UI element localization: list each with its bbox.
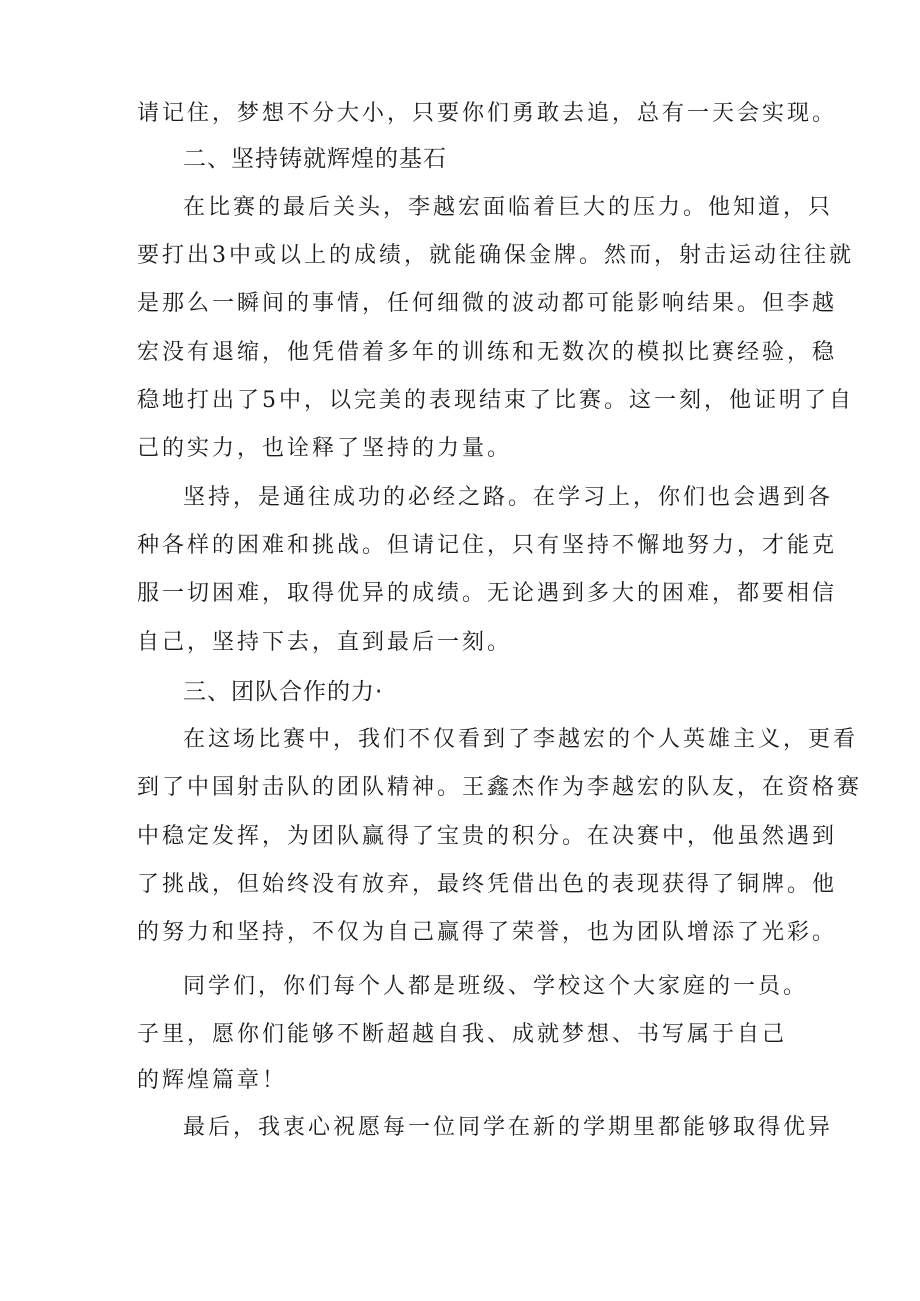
- paragraph-line: 服一切困难，取得优异的成绩。无论遇到多大的困难，都要相信: [137, 581, 838, 606]
- paragraph-line: 种各样的困难和挑战。但请记住，只有坚持不懈地努力，才能克: [137, 533, 838, 558]
- paragraph-line: 是那么一瞬间的事情，任何细微的波动都可能影响结果。但李越: [137, 291, 838, 316]
- paragraph-line: 最后，我衷心祝愿每一位同学在新的学期里都能够取得优异: [183, 1115, 834, 1140]
- paragraph-line: 坚持，是通往成功的必经之路。在学习上，你们也会遇到各: [183, 485, 834, 510]
- section-heading-3: 三、团队合作的力·: [183, 679, 384, 705]
- paragraph-line: 子里，愿你们能够不断超越自我、成就梦想、书写属于自己: [137, 1022, 788, 1047]
- paragraph-line: 在这场比赛中，我们不仅看到了李越宏的个人英雄主义，更看: [183, 727, 859, 752]
- paragraph-line: 己的实力，也诠释了坚持的力量。: [137, 436, 513, 461]
- paragraph-line: 的努力和坚持，不仅为自己赢得了荣誉，也为团队增添了光彩。: [137, 920, 838, 945]
- paragraph-line: 自己，坚持下去，直到最后一刻。: [137, 630, 513, 655]
- paragraph-line: 到了中国射击队的团队精神。王鑫杰作为李越宏的队友，在资格赛: [137, 775, 863, 800]
- paragraph-line: 宏没有退缩，他凭借着多年的训练和无数次的模拟比赛经验，稳: [137, 340, 838, 365]
- paragraph-line: 了挑战，但始终没有放弃，最终凭借出色的表现获得了铜牌。他: [137, 872, 838, 897]
- paragraph-line: 稳地打出了5中，以完美的表现结束了比赛。这一刻，他证明了自: [137, 388, 854, 413]
- section-heading-2: 二、坚持铸就辉煌的基石: [183, 146, 447, 172]
- paragraph-line: 在比赛的最后关头，李越宏面临着巨大的压力。他知道，只: [183, 195, 834, 220]
- paragraph-line: 中稳定发挥，为团队赢得了宝贵的积分。在决赛中，他虽然遇到: [137, 824, 838, 849]
- paragraph-line: 请记住，梦想不分大小，只要你们勇敢去追，总有一天会实现。: [137, 101, 838, 126]
- paragraph-line: 要打出3中或以上的成绩，就能确保金牌。然而，射击运动往往就: [137, 243, 854, 268]
- paragraph-line: 的辉煌篇章！: [137, 1068, 288, 1093]
- paragraph-line: 同学们，你们每个人都是班级、学校这个大家庭的一员。: [183, 974, 809, 999]
